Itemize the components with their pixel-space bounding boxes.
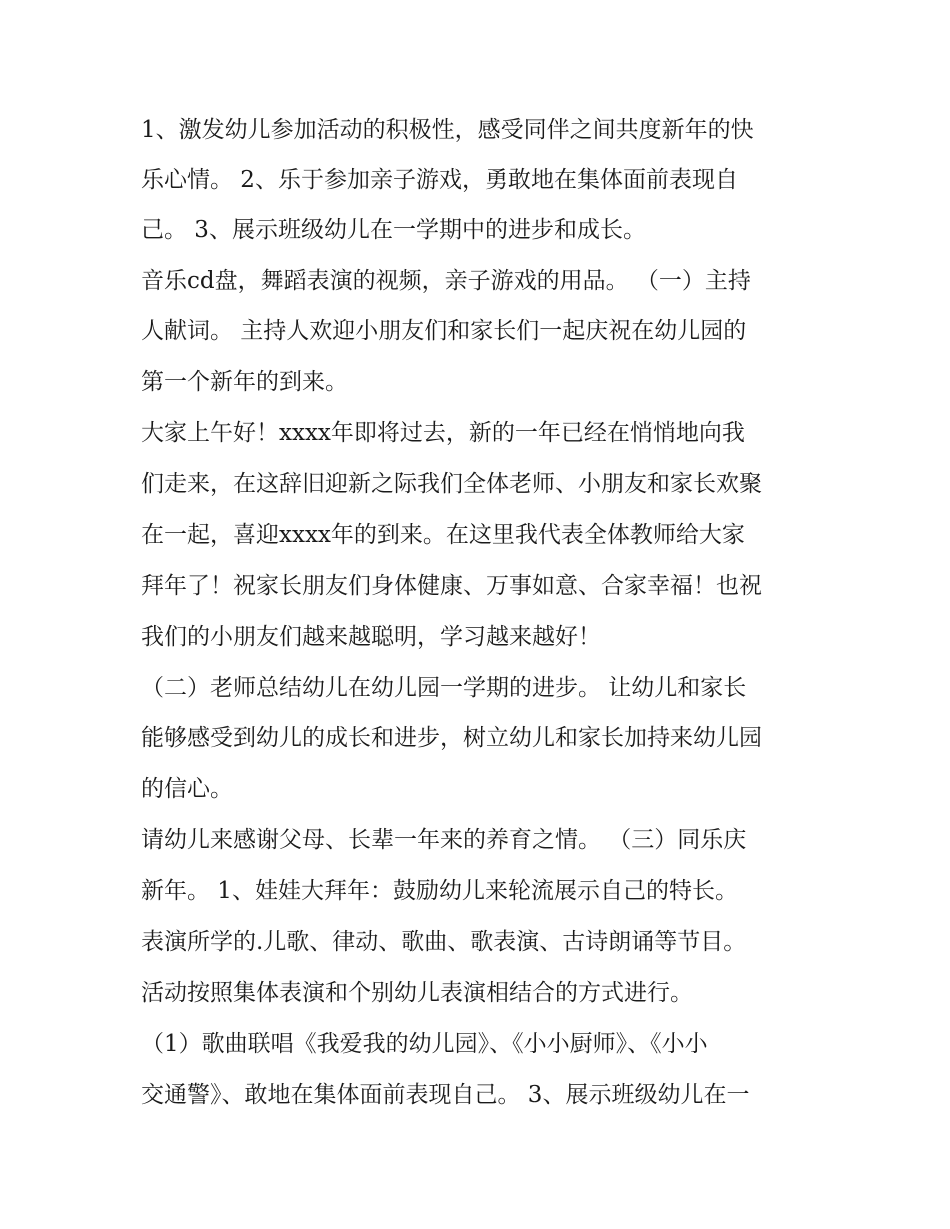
text-line-10: 拜年了！祝家长朋友们身体健康、万事如意、合家幸福！也祝 xyxy=(141,573,762,599)
text-line-12: （二）老师总结幼儿在幼儿园一学期的进步。 让幼儿和家长 xyxy=(141,675,747,701)
text-line-3: 己。 3、展示班级幼儿在一学期中的进步和成长。 xyxy=(141,217,646,243)
text-line-4: 音乐cd盘，舞蹈表演的视频，亲子游戏的用品。 （一）主持 xyxy=(141,268,751,294)
text-line-11: 我们的小朋友们越来越聪明，学习越来越好！ xyxy=(141,624,601,650)
text-line-5: 人献词。 主持人欢迎小朋友们和家长们一起庆祝在幼儿园的 xyxy=(141,318,747,344)
text-line-1: 1、激发幼儿参加活动的积极性，感受同伴之间共度新年的快 xyxy=(141,117,754,143)
text-line-17: 表演所学的.儿歌、律动、歌曲、歌表演、古诗朗诵等节目。 xyxy=(141,929,747,955)
text-line-14: 的信心。 xyxy=(141,776,233,802)
text-line-7: 大家上午好！xxxx年即将过去，新的一年已经在悄悄地向我 xyxy=(141,420,745,446)
text-line-8: 们走来，在这辞旧迎新之际我们全体老师、小朋友和家长欢聚 xyxy=(141,471,762,497)
text-line-19: （1）歌曲联唱《我爱我的幼儿园》、《小小厨师》、《小小 xyxy=(141,1031,708,1057)
text-line-15: 请幼儿来感谢父母、长辈一年来的养育之情。 （三）同乐庆 xyxy=(141,827,747,853)
text-line-13: 能够感受到幼儿的成长和进步，树立幼儿和家长加持来幼儿园 xyxy=(141,725,762,751)
text-line-20: 交通警》、敢地在集体面前表现自己。 3、展示班级幼儿在一 xyxy=(141,1082,750,1108)
text-line-9: 在一起，喜迎xxxx年的到来。在这里我代表全体教师给大家 xyxy=(141,522,745,548)
text-line-2: 乐心情。 2、乐于参加亲子游戏，勇敢地在集体面前表现自 xyxy=(141,167,738,193)
text-line-16: 新年。 1、娃娃大拜年：鼓励幼儿来轮流展示自己的特长。 xyxy=(141,878,738,904)
text-line-18: 活动按照集体表演和个别幼儿表演相结合的方式进行。 xyxy=(141,980,693,1006)
text-line-6: 第一个新年的到来。 xyxy=(141,369,348,395)
